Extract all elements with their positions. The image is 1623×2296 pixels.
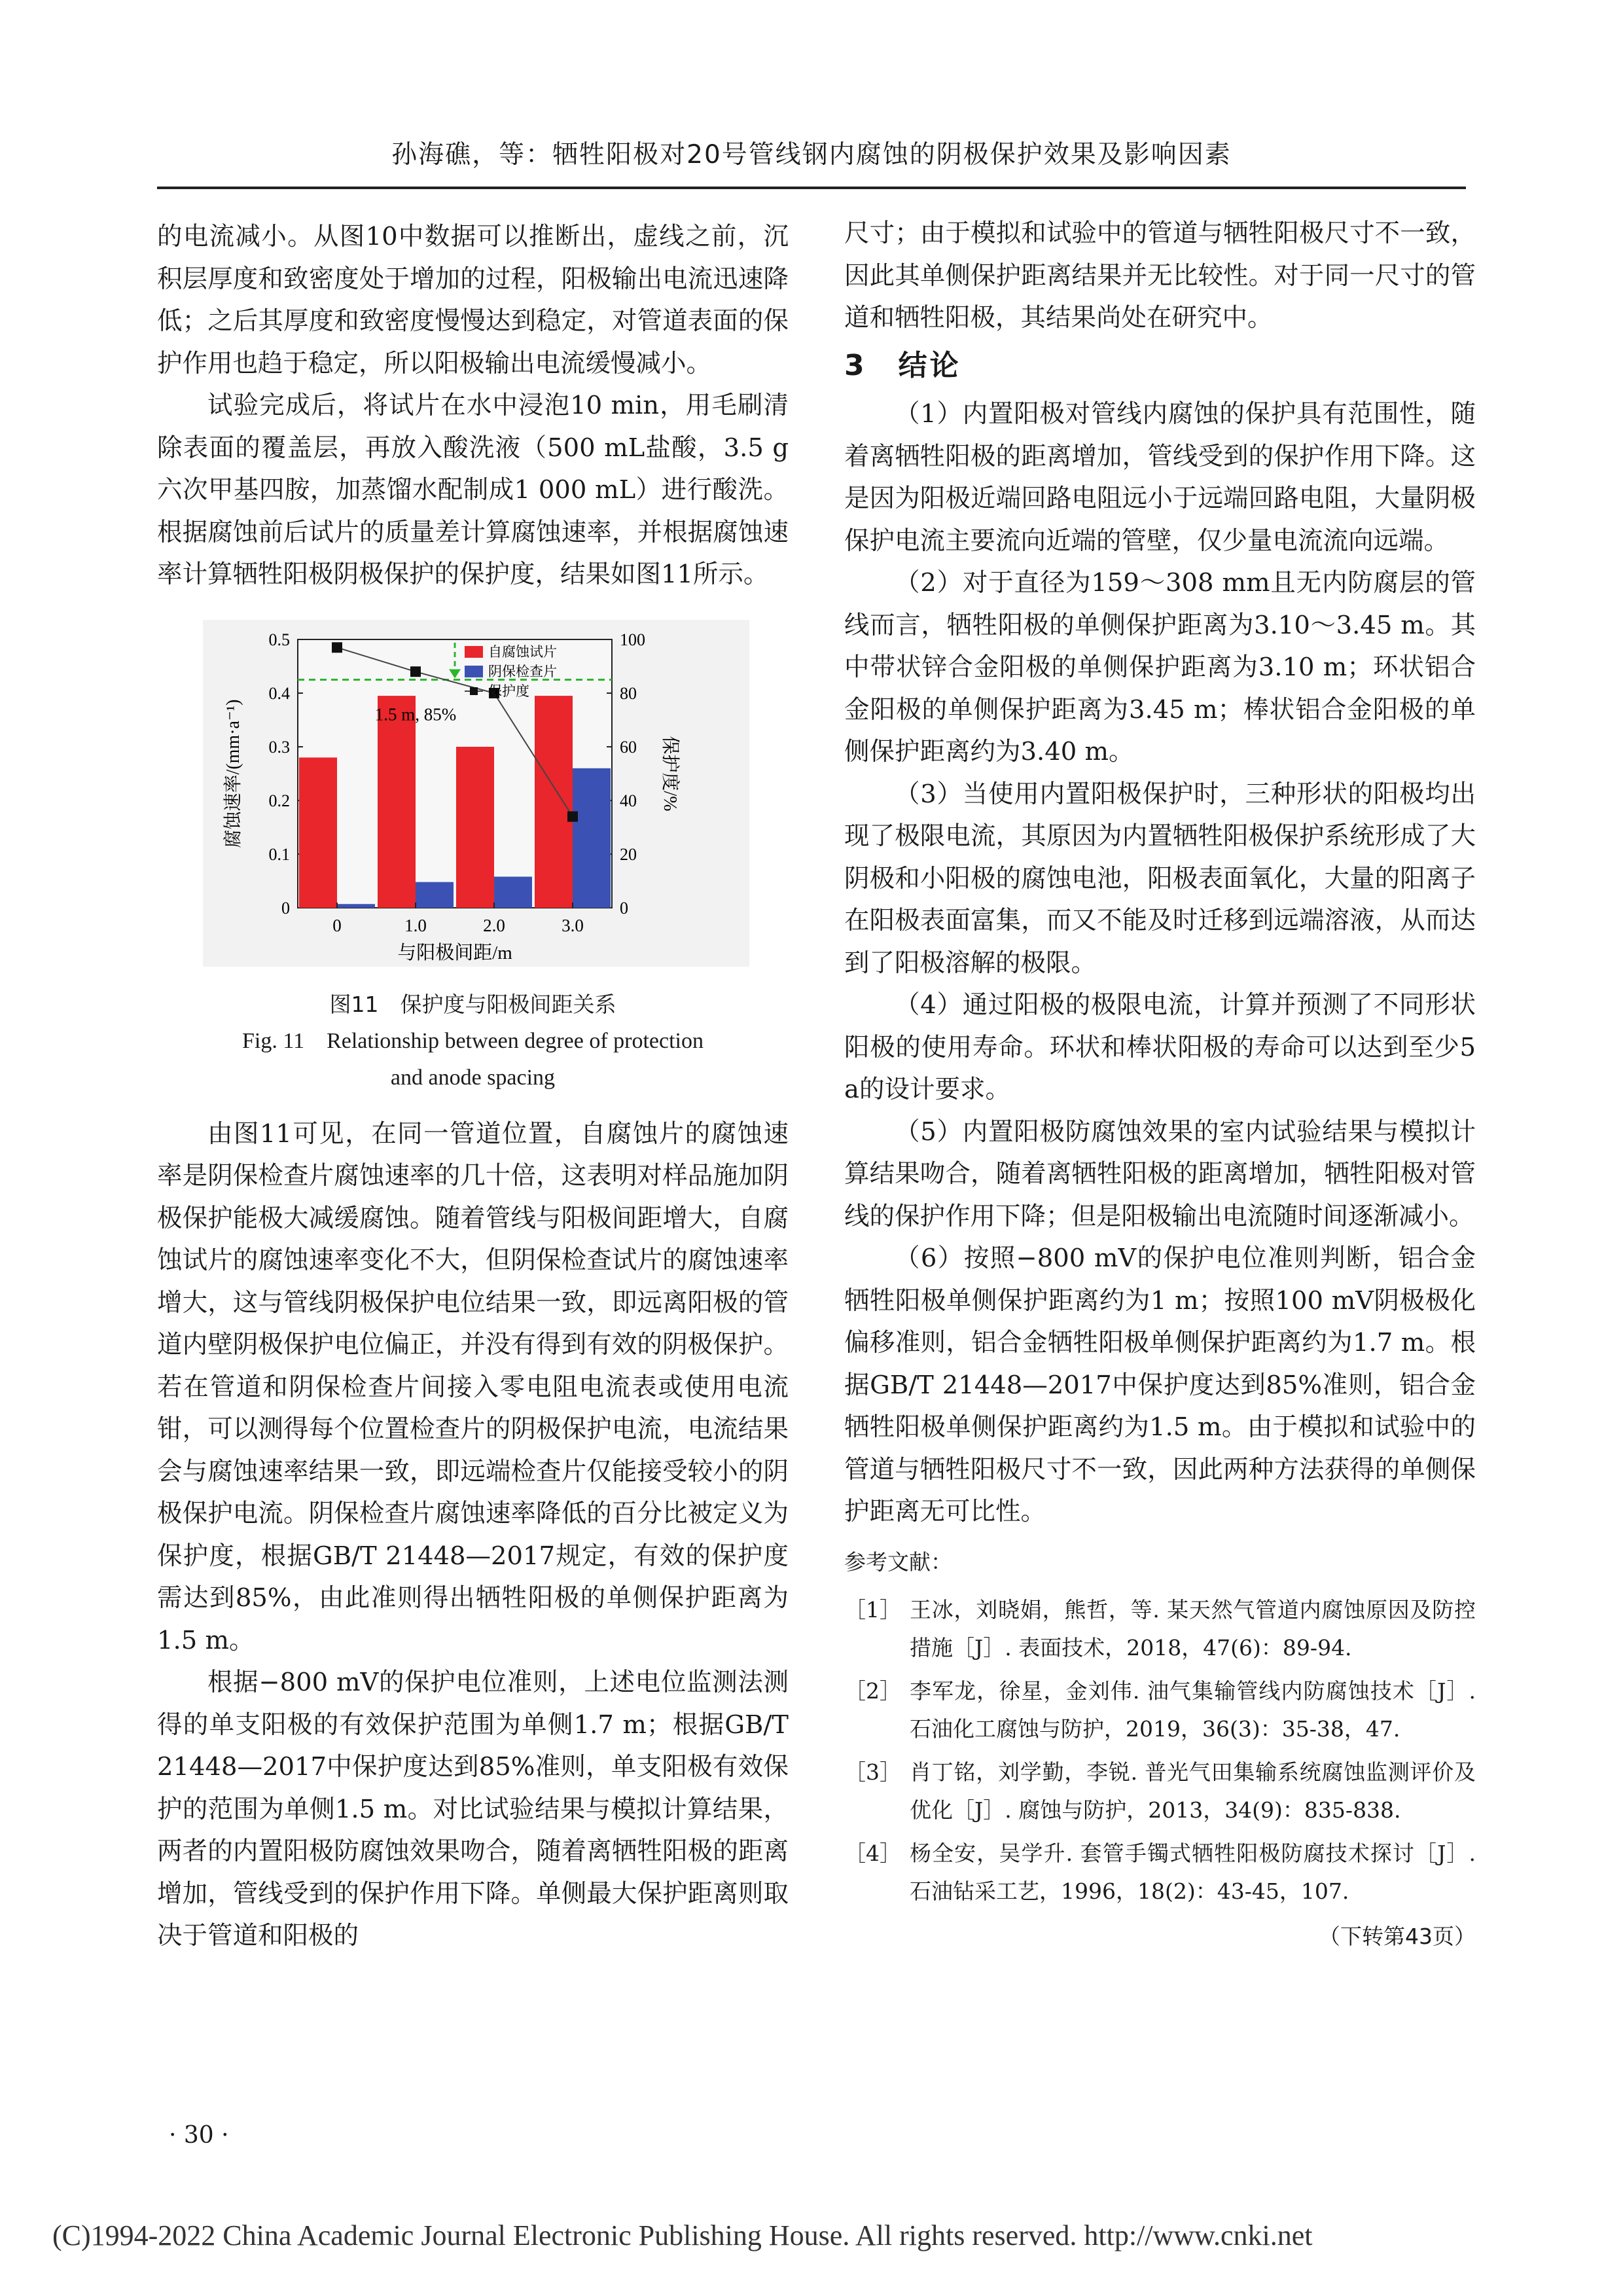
- legend-label: 阴保检查片: [488, 663, 557, 679]
- paragraph: 试验完成后，将试片在水中浸泡10 min，用毛刷清除表面的覆盖层，再放入酸洗液（500 mL盐酸，3.5 g六次甲基四胺，加蒸馏水配制成1 000 mL）进行酸洗。根据腐蚀前后试片的质量差计算腐蚀速率，并根据腐蚀速率计算牺牲阳极阴极保护的保护度，结果如图11所示。: [157, 391, 789, 589]
- page-number: · 30 ·: [169, 2122, 229, 2149]
- figure-11: [157, 620, 789, 1096]
- conclusion-item: （2）对于直径为159～308 mm且无内防腐层的管线而言，牺牲阳极的单侧保护距离为3.10～3.45 m。其中带状锌合金阳极的单侧保护距离为3.10 m；环状铝合金阳极的单侧保护距离为3.45 m；棒状铝合金阳极的单侧保护距离约为3.40 m。: [844, 568, 1476, 766]
- y-tick-label: 0.5: [268, 630, 290, 649]
- protection-point: [332, 642, 342, 653]
- copyright-footer: (C)1994-2022 China Academic Journal Electronic Publishing House. All rights reserved. http://www.cnki.net: [52, 2219, 1313, 2251]
- legend-marker: [470, 687, 478, 695]
- y2-tick-label: 80: [620, 683, 637, 703]
- reference-text: 肖丁铭，刘学勤，李锐. 普光气田集输系统腐蚀监测评价及优化［J］. 腐蚀与防护，2013，34(9)：835-838.: [910, 1759, 1476, 1823]
- bar-self-corrosion: [378, 696, 416, 908]
- header-rule: [157, 187, 1466, 189]
- x-tick-label: 0: [332, 915, 342, 935]
- y-tick-label: 0.4: [268, 683, 290, 703]
- x-tick-label: 1.0: [404, 915, 427, 935]
- figure-caption-en-2: and anode spacing: [390, 1065, 556, 1090]
- reference-text: 王冰，刘晓娟，熊哲，等. 某天然气管道内腐蚀原因及防控措施［J］. 表面技术，2018，47(6)：89-94.: [910, 1597, 1476, 1660]
- y2-tick-label: 100: [620, 630, 645, 649]
- y2-axis-title: 保护度/%: [660, 735, 680, 812]
- figure-caption-cn: 图11 保护度与阳极间距关系: [329, 991, 616, 1017]
- legend-swatch: [465, 666, 483, 677]
- references-title: 参考文献：: [844, 1549, 952, 1575]
- conclusion-item: （1）内置阳极对管线内腐蚀的保护具有范围性，随着离牺牲阳极的距离增加，管线受到的保护作用下降。这是因为阳极近端回路电阻远小于远端回路电阻，大量阴极保护电流主要流向近端的管壁，仅少量电流流向远端。: [844, 399, 1476, 556]
- y-axis-title: 腐蚀速率/(mm·a⁻¹): [223, 699, 243, 848]
- reference-number: ［2］: [844, 1678, 901, 1704]
- reference-text: 杨全安，吴学升. 套管手镯式牺牲阳极防腐技术探讨［J］. 石油钻采工艺，1996，18(2)：43-45，107.: [910, 1840, 1476, 1904]
- right-column: [844, 213, 1476, 1958]
- y2-tick-label: 60: [620, 737, 637, 757]
- protection-point: [410, 666, 421, 677]
- x-tick-label: 3.0: [562, 915, 584, 935]
- y2-tick-label: 20: [620, 844, 637, 864]
- legend-swatch: [465, 646, 483, 658]
- reference-number: ［1］: [844, 1597, 901, 1623]
- chart-background: [203, 620, 749, 967]
- paragraph: 尺寸；由于模拟和试验中的管道与牺牲阳极尺寸不一致，因此其单侧保护距离结果并无比较性。对于同一尺寸的管道和牺牲阳极，其结果尚处在研究中。: [844, 219, 1476, 332]
- reference-item: [844, 1835, 1476, 1910]
- protection-point: [567, 811, 578, 821]
- figure-caption-en-1: Fig. 11 Relationship between degree of protection: [241, 1028, 704, 1053]
- section-title: 3 结论: [844, 348, 961, 382]
- left-column: [157, 216, 789, 1958]
- conclusion-item: （5）内置阳极防腐蚀效果的室内试验结果与模拟计算结果吻合，随着离牺牲阳极的距离增加，牺牲阳极对管线的保护作用下降；但是阳极输出电流随时间逐渐减小。: [844, 1117, 1476, 1231]
- reference-item: [844, 1753, 1476, 1829]
- bar-self-corrosion: [456, 747, 494, 908]
- x-tick-label: 2.0: [483, 915, 505, 935]
- running-header: 孙海礁，等：牺牲阳极对20号管线钢内腐蚀的阴极保护效果及影响因素: [391, 140, 1232, 170]
- reference-number: ［3］: [844, 1759, 901, 1785]
- reference-text: 李军龙，徐星，金刘伟. 油气集输管线内防腐蚀技术［J］. 石油化工腐蚀与防护，2019，36(3)：35-38，47.: [910, 1678, 1476, 1742]
- legend-label: 保护度: [488, 683, 529, 699]
- y2-tick-label: 40: [620, 791, 637, 810]
- bar-cp-coupon: [494, 876, 532, 908]
- conclusion-item: （4）通过阳极的极限电流，计算并预测了不同形状阳极的使用寿命。环状和棒状阳极的寿命可以达到至少5 a的设计要求。: [844, 990, 1476, 1104]
- reference-item: [844, 1591, 1476, 1667]
- paragraph: 的电流减小。从图10中数据可以推断出，虚线之前，沉积层厚度和致密度处于增加的过程，阳极输出电流迅速降低；之后其厚度和致密度慢慢达到稳定，对管道表面的保护作用也趋于稳定，所以阳极输出电流缓慢减小。: [157, 222, 789, 378]
- reference-number: ［4］: [844, 1840, 901, 1866]
- y-tick-label: 0.3: [268, 737, 290, 757]
- conclusion-item: （6）按照−800 mV的保护电位准则判断，铝合金牺牲阳极单侧保护距离约为1 m；按照100 mV阴极极化偏移准则，铝合金牺牲阳极单侧保护距离约为1.7 m。根据GB/T 21448—2017中保护度达到85%准则，铝合金牺牲阳极单侧保护距离约为1.5 m。由于模拟和试验中的管道与牺牲阳极尺寸不一致，因此两种方法获得的单侧保护距离无可比性。: [844, 1244, 1476, 1526]
- paragraph: 由图11可见，在同一管道位置，自腐蚀片的腐蚀速率是阴保检查片腐蚀速率的几十倍，这表明对样品施加阴极保护能极大减缓腐蚀。随着管线与阳极间距增大，自腐蚀试片的腐蚀速率变化不大，但阴保检查试片的腐蚀速率增大，这与管线阴极保护电位结果一致，即远离阳极的管道内壁阴极保护电位偏正，并没有得到有效的阴极保护。若在管道和阴保检查片间接入零电阻电流表或使用电流钳，可以测得每个位置检查片的阴极保护电流，电流结果会与腐蚀速率结果一致，即远端检查片仅能接受较小的阴极保护电流。阴保检查片腐蚀速率降低的百分比被定义为保护度，根据GB/T 21448—2017规定，有效的保护度需达到85%，由此准则得出牺牲阳极的单侧保护距离为1.5 m。: [157, 1119, 789, 1655]
- bar-cp-coupon: [573, 768, 611, 907]
- y2-tick-label: 0: [620, 898, 628, 918]
- y-tick-label: 0.1: [268, 844, 290, 864]
- conclusion-item: （3）当使用内置阳极保护时，三种形状的阳极均出现了极限电流，其原因为内置牺牲阳极保护系统形成了大阴极和小阳极的腐蚀电池，阳极表面氧化，大量的阳离子在阳极表面富集，而又不能及时迁移到远端溶液，从而达到了阳极溶解的极限。: [844, 779, 1476, 978]
- bar-self-corrosion: [299, 757, 337, 908]
- bar-cp-coupon: [337, 904, 375, 908]
- legend-label: 自腐蚀试片: [488, 643, 557, 660]
- paragraph: 根据−800 mV的保护电位准则，上述电位监测法测得的单支阳极的有效保护范围为单侧1.7 m；根据GB/T 21448—2017中保护度达到85%准则，单支阳极有效保护的范围为单侧1.5 m。对比试验结果与模拟计算结果，两者的内置阳极防腐蚀效果吻合，随着离牺牲阳极的距离增加，管线受到的保护作用下降。单侧最大保护距离则取决于管道和阳极的: [157, 1668, 789, 1950]
- y-tick-label: 0: [281, 898, 290, 918]
- x-axis-title: 与阳极间距/m: [397, 942, 512, 963]
- y-tick-label: 0.2: [268, 791, 290, 810]
- bar-self-corrosion: [535, 696, 573, 908]
- reference-item: [844, 1672, 1476, 1748]
- annotation-label: 1.5 m, 85%: [374, 704, 457, 724]
- protection-chart: [203, 620, 749, 967]
- bar-cp-coupon: [416, 882, 454, 907]
- continued-note: （下转第43页）: [1319, 1924, 1476, 1949]
